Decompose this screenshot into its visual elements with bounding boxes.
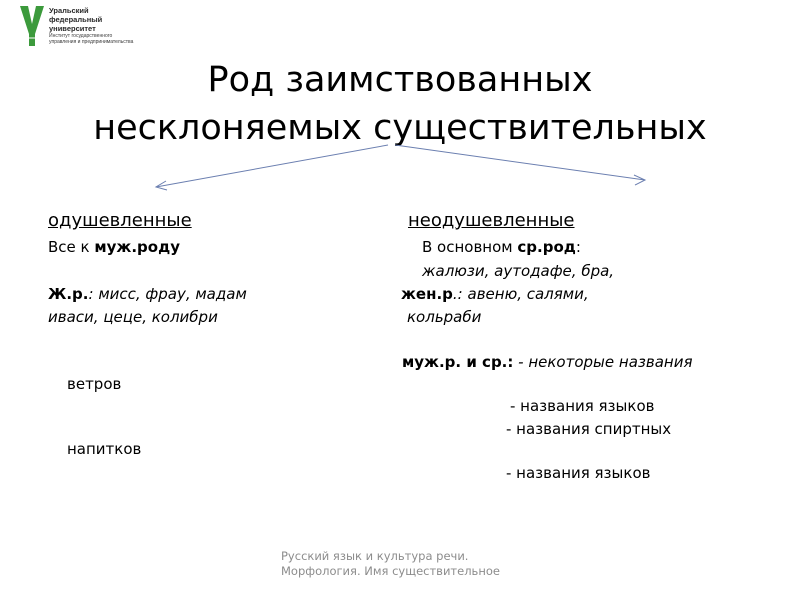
right-line-1: В основном ср.род: (422, 238, 581, 256)
slide-footer: Русский язык и культура речи. Морфология. Имя существительное (281, 549, 500, 578)
right-heading: неодушевленные (408, 210, 575, 231)
right-line-7: - названия спиртных (506, 420, 672, 438)
right-line-4: кольраби (407, 308, 482, 326)
urfu-logo-icon (18, 4, 46, 48)
university-logo (18, 4, 158, 50)
right-line-6: - названия языков (510, 397, 655, 415)
right-line-8: - названия языков (506, 464, 651, 482)
left-heading: одушевленные (48, 210, 192, 231)
left-line-2: Ж.р.: мисс, фрау, мадам (48, 285, 247, 303)
left-line-1: Все к муж.роду (48, 238, 180, 256)
arrow-right-head (634, 175, 645, 185)
logo-name: Уральский федеральный университет (49, 6, 103, 33)
slide-title (0, 56, 800, 152)
left-line-3: иваси, цеце, колибри (48, 308, 218, 326)
left-line-4: ветров (67, 375, 122, 393)
arrow-left-head (156, 181, 167, 190)
title-line-2: несклоняемых существительных (93, 108, 707, 148)
title-line-1: Род заимствованных (207, 60, 593, 100)
left-line-5: напитков (67, 440, 142, 458)
right-line-5: муж.р. и ср.: - некоторые названия (402, 353, 693, 371)
right-line-3: жен.р.: авеню, салями, (401, 285, 589, 303)
right-line-2: жалюзи, аутодафе, бра, (422, 262, 615, 280)
logo-subtitle: Институт государственного управления и предпринимательства (49, 33, 134, 45)
